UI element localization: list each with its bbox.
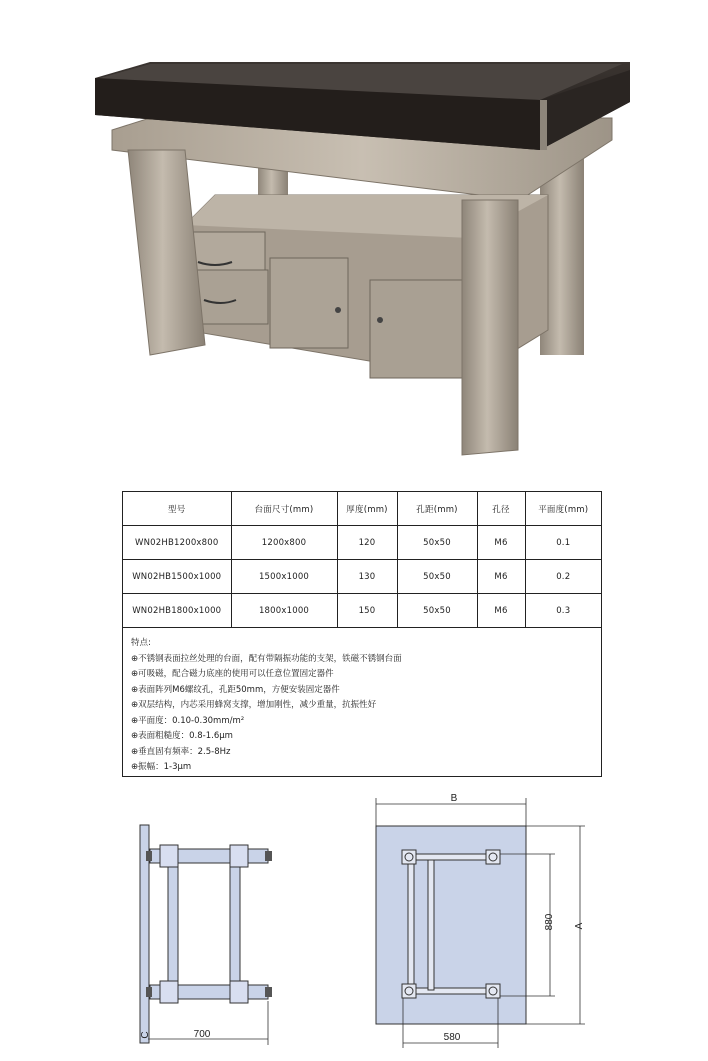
list-item: ⊕不锈钢表面拉丝处理的台面，配有带隔振功能的支架，铁磁不锈钢台面 — [131, 653, 402, 664]
cell: 130 — [337, 560, 397, 594]
cell: M6 — [477, 526, 525, 560]
features-list — [123, 628, 601, 776]
cell: 120 — [337, 526, 397, 560]
table-row — [123, 594, 601, 628]
b-label: B — [450, 793, 458, 804]
list-item: ⊕振幅：1-3μm — [131, 762, 192, 772]
width-label: 700 — [193, 1029, 211, 1040]
cell: 1800x1000 — [231, 594, 337, 628]
top-view-drawing — [370, 790, 600, 1055]
optical-table-photo — [0, 0, 708, 470]
list-item: ⊕双层结构，内芯采用蜂窝支撑，增加刚性，减少重量，抗振性好 — [131, 700, 377, 710]
header-model: 型号 — [123, 492, 231, 526]
header-hole-spacing: 孔距(mm) — [397, 492, 477, 526]
header-flatness: 平面度(mm) — [525, 492, 601, 526]
features-title: 特点: — [131, 638, 151, 648]
a-label: A — [574, 922, 585, 930]
cell: 50x50 — [397, 526, 477, 560]
inner-width-label: 580 — [443, 1032, 461, 1043]
spec-header-row — [123, 492, 601, 526]
height-label: C — [140, 1031, 151, 1039]
cell: M6 — [477, 594, 525, 628]
cell: 50x50 — [397, 560, 477, 594]
cell: WN02HB1500x1000 — [123, 560, 231, 594]
cell: 0.3 — [525, 594, 601, 628]
cabinet-door-right — [370, 280, 462, 378]
cell: WN02HB1800x1000 — [123, 594, 231, 628]
side-view-drawing — [130, 815, 290, 1055]
list-item: ⊕平面度：0.10-0.30mm/m² — [131, 715, 245, 726]
cell: M6 — [477, 560, 525, 594]
cabinet-door-left — [270, 258, 348, 348]
list-item: ⊕垂直固有频率：2.5-8Hz — [131, 746, 231, 757]
list-item: ⊕可吸磁，配合磁力底座的使用可以任意位置固定器件 — [131, 669, 334, 679]
header-thickness: 厚度(mm) — [337, 492, 397, 526]
table-row — [123, 560, 601, 594]
leg-front-right — [462, 200, 518, 455]
header-hole-size: 孔径 — [477, 492, 525, 526]
list-item: ⊕表面阵列M6螺纹孔，孔距50mm，方便安装固定器件 — [131, 684, 340, 695]
inner-height-label: 880 — [544, 913, 555, 931]
spec-table — [122, 491, 602, 777]
cell: 0.1 — [525, 526, 601, 560]
list-item: ⊕表面粗糙度：0.8-1.6μm — [131, 731, 233, 741]
cell: 150 — [337, 594, 397, 628]
cell: 1500x1000 — [231, 560, 337, 594]
cell: WN02HB1200x800 — [123, 526, 231, 560]
cell: 1200x800 — [231, 526, 337, 560]
header-size: 台面尺寸(mm) — [231, 492, 337, 526]
table-row — [123, 526, 601, 560]
cell: 50x50 — [397, 594, 477, 628]
cell: 0.2 — [525, 560, 601, 594]
